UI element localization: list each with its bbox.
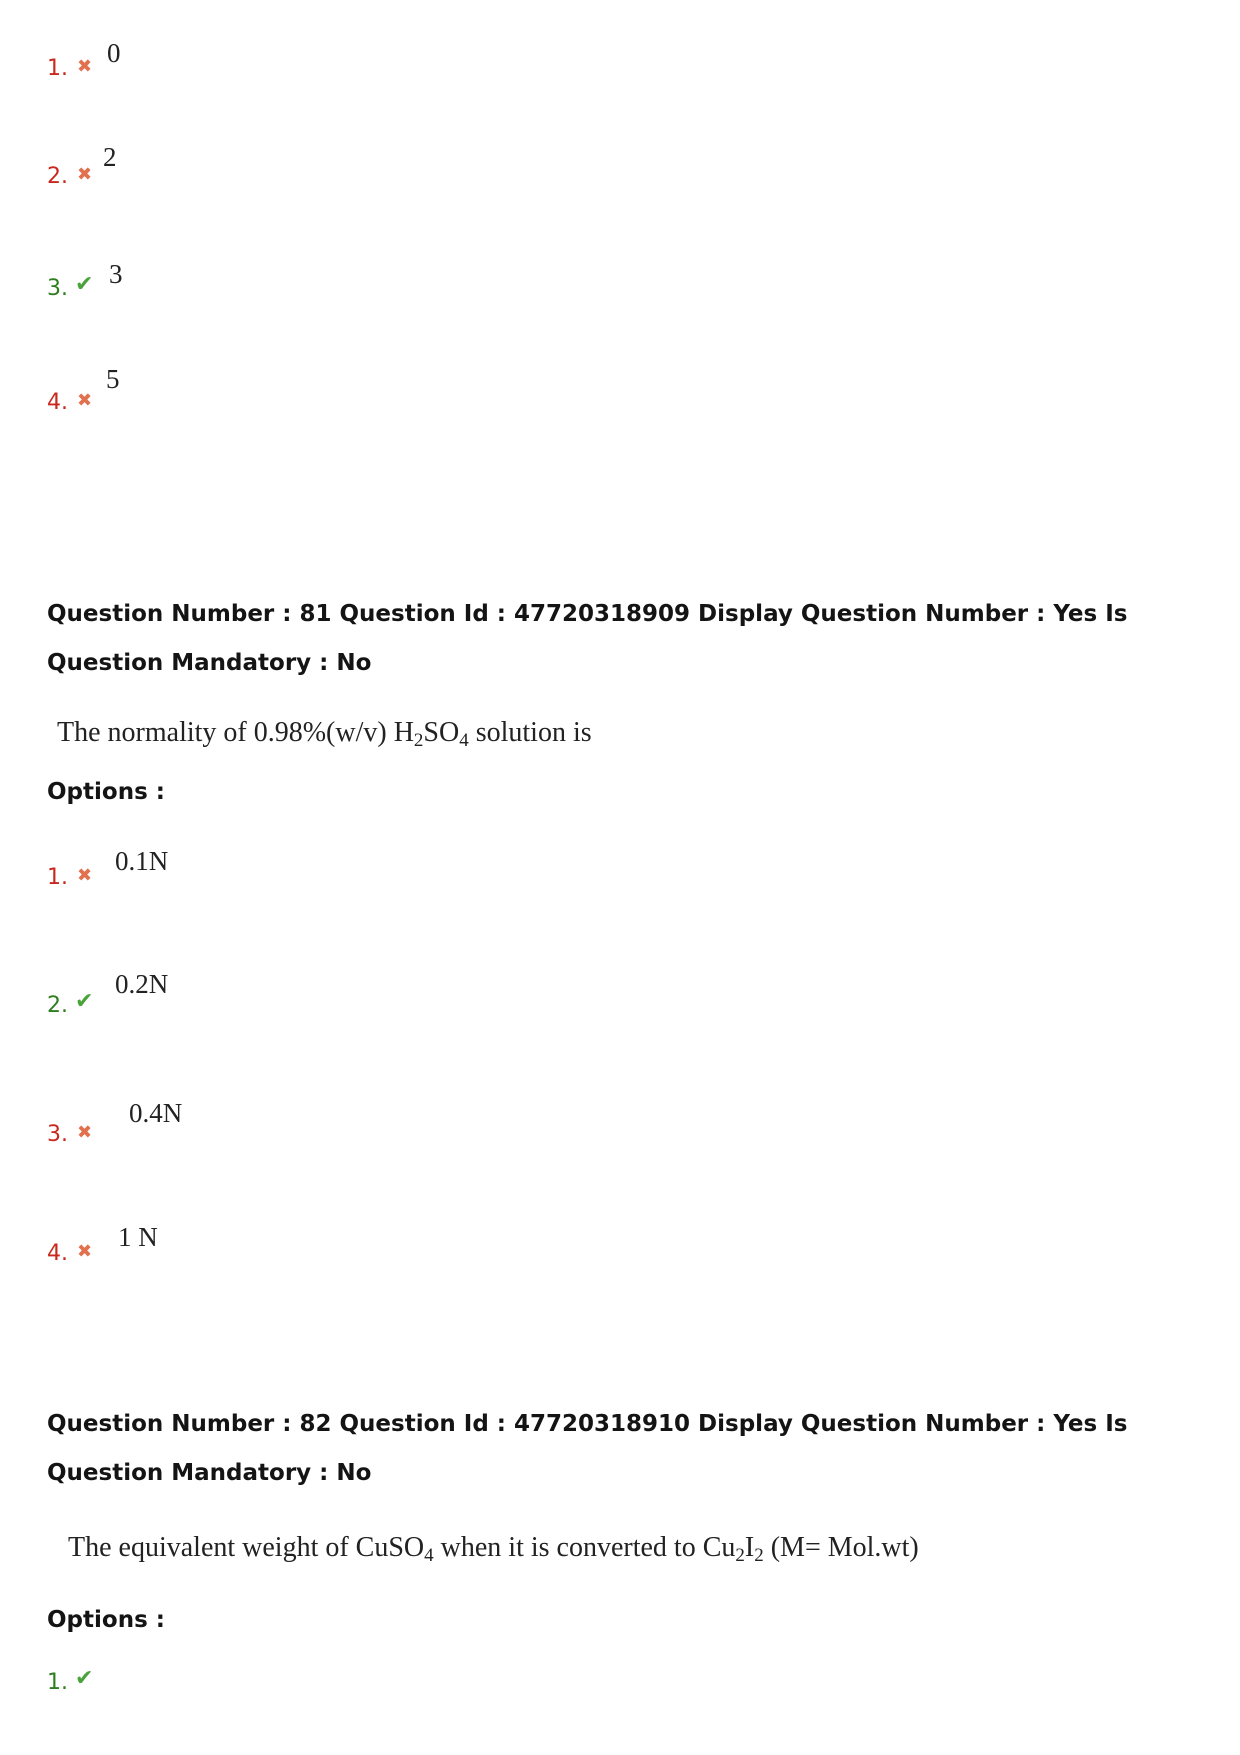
cross-icon: ✖ <box>77 164 93 185</box>
check-icon: ✔ <box>75 272 94 297</box>
cross-icon: ✖ <box>77 390 93 411</box>
question-header: Question Number : 82 Question Id : 47720318910 Display Question Number : Yes Is Question Mandatory : No <box>47 1411 1128 1486</box>
cross-icon: ✖ <box>77 56 93 77</box>
cross-icon: ✖ <box>77 1122 93 1143</box>
options-label: Options : <box>47 1607 165 1633</box>
option-number: 4. <box>47 1241 68 1266</box>
question-header: Question Number : 81 Question Id : 47720318909 Display Question Number : Yes Is Question Mandatory : No <box>47 601 1128 676</box>
option-value: 0.2N <box>115 969 169 999</box>
option-value: 1 N <box>118 1222 158 1252</box>
check-icon: ✔ <box>75 989 94 1014</box>
option-number: 2. <box>47 993 68 1018</box>
option-number: 4. <box>47 390 68 415</box>
cross-icon: ✖ <box>77 865 93 886</box>
option-value: 3 <box>109 259 123 289</box>
option-value: 0.1N <box>115 846 169 876</box>
check-icon: ✔ <box>75 1666 94 1691</box>
question-text: The equivalent weight of CuSO$_4$ when it is converted to $Cu_2I_2$ (M= Mol.wt) <box>68 1532 919 1566</box>
option-number: 1. <box>47 56 68 81</box>
option-value: 5 <box>106 364 120 394</box>
cross-icon: ✖ <box>77 1241 93 1262</box>
option-number: 3. <box>47 1122 68 1147</box>
question-text: The normality of 0.98%(w/v) $H_2SO_4$ solution is <box>57 717 592 751</box>
options-label: Options : <box>47 779 165 805</box>
option-value: 0 <box>107 38 121 68</box>
option-number: 3. <box>47 276 68 301</box>
option-number: 1. <box>47 1670 68 1695</box>
option-value: 2 <box>103 142 117 172</box>
option-number: 1. <box>47 865 68 890</box>
option-value: 0.4N <box>129 1098 183 1128</box>
option-number: 2. <box>47 164 68 189</box>
